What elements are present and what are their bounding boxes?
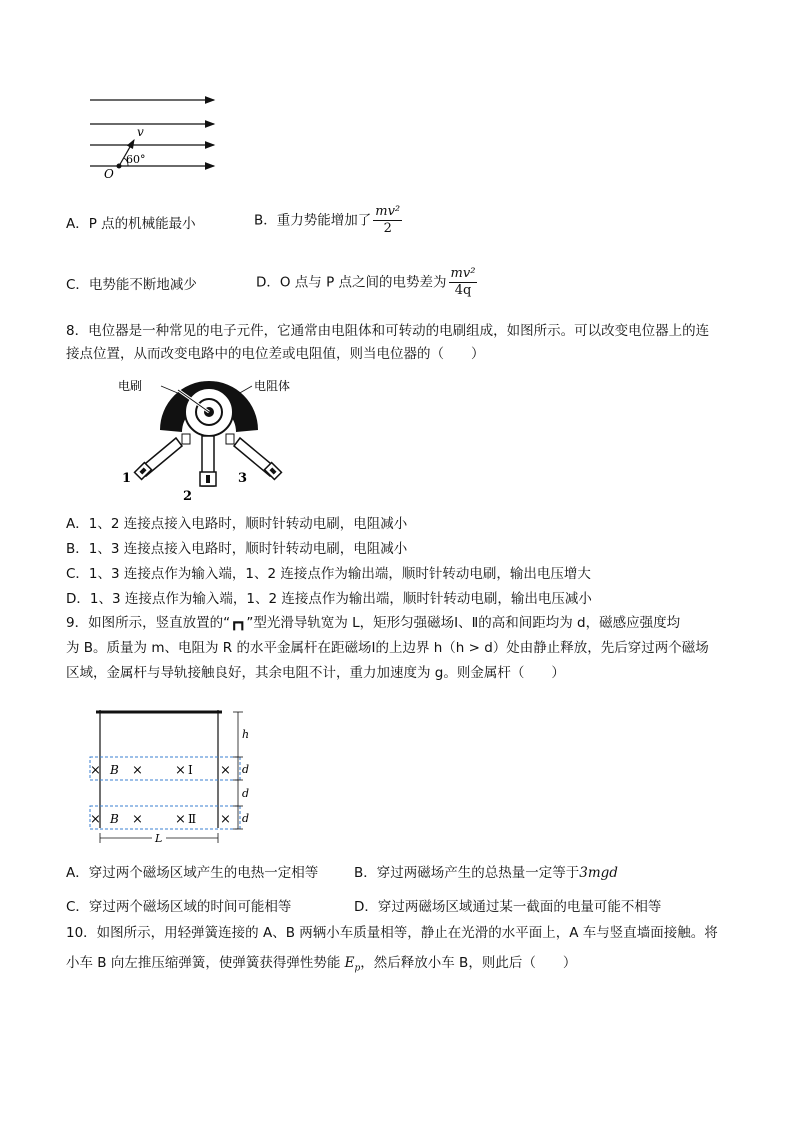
region-label-1: Ⅰ <box>188 763 193 777</box>
q8-option-d: D．1、3 连接点作为输入端，1、2 连接点作为输出端，顺时针转动电刷，输出电压减小 <box>66 591 592 607</box>
potential-energy-symbol: E <box>344 955 355 971</box>
q8-option-a: A．1、2 连接点接入电路时，顺时针转动电刷，电阻减小 <box>66 516 408 532</box>
q9-option-c: C．穿过两个磁场区域的时间可能相等 <box>66 899 292 915</box>
q7-option-b-fraction <box>373 204 402 237</box>
q7-option-d-text: D．O 点与 P 点之间的电势差为 <box>256 274 447 291</box>
terminal-1 <box>135 438 182 479</box>
field-label-b: B <box>110 812 119 826</box>
q9-option-a: A．穿过两个磁场区域产生的电热一定相等 <box>66 865 319 881</box>
dim-label-l: L <box>155 832 163 845</box>
label-o: O <box>104 167 114 181</box>
q10-stem-post: ，然后释放小车 B，则此后（ ） <box>360 955 577 971</box>
terminal-label-2: 2 <box>183 489 193 504</box>
q9-option-b-expr: 3mgd <box>579 865 618 881</box>
q9-option-b <box>354 864 618 882</box>
label-resistor: 电阻体 <box>254 379 291 393</box>
field-label-b: B <box>110 763 119 777</box>
svg-text:×: × <box>175 763 186 778</box>
dim-label-d: d <box>242 787 250 800</box>
region-label-2: Ⅱ <box>188 812 197 826</box>
label-brush: 电刷 <box>118 379 143 393</box>
fraction-denominator: 4q <box>454 283 472 298</box>
svg-text:×: × <box>90 812 101 827</box>
svg-text:×: × <box>132 812 143 827</box>
q10-stem-pre: 小车 B 向左推压缩弹簧，使弹簧获得弹性势能 <box>66 955 341 971</box>
rail-field-diagram <box>82 700 262 850</box>
q7-option-d-fraction <box>449 266 478 299</box>
q9-option-d: D．穿过两磁场区域通过某一截面的电量可能不相等 <box>354 899 662 915</box>
q7-field-diagram <box>86 88 226 183</box>
dim-label-d: d <box>242 812 250 825</box>
q10-stem-line2 <box>66 954 576 978</box>
terminal-label-3: 3 <box>238 471 248 486</box>
potentiometer-diagram <box>118 372 298 504</box>
svg-text:×: × <box>220 763 231 778</box>
svg-text:×: × <box>175 812 186 827</box>
potential-energy-subscript: p <box>354 963 361 974</box>
q7-option-c: C．电势能不断地减少 <box>66 277 197 293</box>
svg-text:×: × <box>220 812 231 827</box>
label-angle: 60° <box>126 153 146 166</box>
q8-stem-line2: 接点位置，从而改变电路中的电位差或电阻值，则当电位器的（ ） <box>66 346 485 362</box>
terminal-2 <box>200 436 216 486</box>
q7-option-d <box>256 266 477 299</box>
label-v: v <box>137 125 144 139</box>
svg-text:×: × <box>90 763 101 778</box>
q7-option-b-text: B．重力势能增加了 <box>254 212 372 229</box>
fraction-denominator: 2 <box>383 221 392 236</box>
q9-stem-line3: 区域，金属杆与导轨接触良好，其余电阻不计，重力加速度为 g。则金属杆（ ） <box>66 665 565 681</box>
q7-option-a: A．P 点的机械能最小 <box>66 216 196 232</box>
fraction-numerator: mv² <box>450 266 476 281</box>
origin-point <box>117 164 122 169</box>
svg-text:×: × <box>132 763 143 778</box>
q7-option-b <box>254 204 402 237</box>
q9-stem-line2: 为 B。质量为 m、电阻为 R 的水平金属杆在距磁场Ⅰ的上边界 h（h > d）处由静止释放，先后穿过两个磁场 <box>66 640 709 656</box>
q8-stem-line1: 8．电位器是一种常见的电子元件，它通常由电阻体和可转动的电刷组成，如图所示。可以改变电位器上的连 <box>66 323 710 339</box>
q8-option-c: C．1、3 连接点作为输入端，1、2 连接点作为输出端，顺时针转动电刷，输出电压增大 <box>66 566 591 582</box>
dim-label-h: h <box>242 728 250 741</box>
terminal-label-1: 1 <box>122 471 132 486</box>
q9-stem-line1: 9．如图所示，竖直放置的“┏┓”型光滑导轨宽为 L，矩形匀强磁场Ⅰ、Ⅱ的高和间距均为 d，磁感应强度均 <box>66 615 681 631</box>
dim-label-d: d <box>242 763 250 776</box>
q9-option-b-text: B．穿过两磁场产生的总热量一定等于 <box>354 865 580 881</box>
q10-stem-line1: 10．如图所示，用轻弹簧连接的 A、B 两辆小车质量相等，静止在光滑的水平面上，A 车与竖直墙面接触。将 <box>66 925 718 941</box>
fraction-numerator: mv² <box>375 204 401 219</box>
q8-option-b: B．1、3 连接点接入电路时，顺时针转动电刷，电阻减小 <box>66 541 408 557</box>
